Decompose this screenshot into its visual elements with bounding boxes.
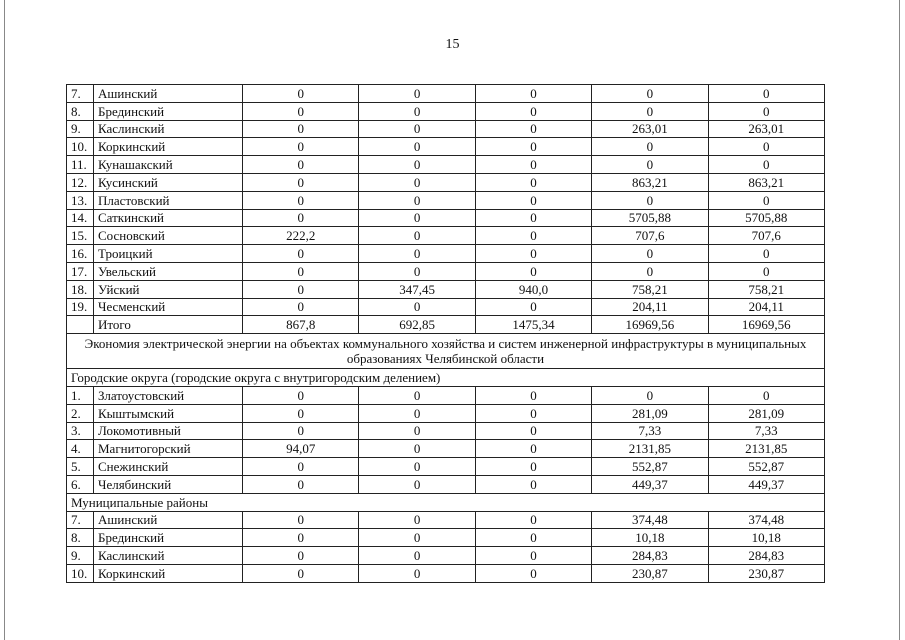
value-cell: 0 <box>475 102 591 120</box>
value-cell: 94,07 <box>243 440 359 458</box>
municipality-name: Итого <box>94 316 243 334</box>
value-cell: 0 <box>359 138 475 156</box>
municipality-name: Уйский <box>94 280 243 298</box>
value-cell: 0 <box>359 440 475 458</box>
row-number: 1. <box>67 386 94 404</box>
table-row <box>67 262 825 280</box>
value-cell: 5705,88 <box>592 209 708 227</box>
value-cell: 7,33 <box>708 422 824 440</box>
value-cell: 0 <box>359 209 475 227</box>
table-body-urban <box>67 386 825 493</box>
value-cell: 552,87 <box>592 458 708 476</box>
table-row <box>67 422 825 440</box>
table-row <box>67 173 825 191</box>
municipality-name: Кусинский <box>94 173 243 191</box>
table-row <box>67 511 825 529</box>
value-cell: 692,85 <box>359 316 475 334</box>
value-cell: 2131,85 <box>708 440 824 458</box>
value-cell: 0 <box>359 404 475 422</box>
value-cell: 0 <box>475 120 591 138</box>
value-cell: 0 <box>475 298 591 316</box>
group-municipal-body <box>67 493 825 511</box>
row-number: 16. <box>67 245 94 263</box>
row-number: 8. <box>67 102 94 120</box>
value-cell: 0 <box>243 511 359 529</box>
value-cell: 16969,56 <box>708 316 824 334</box>
row-number: 11. <box>67 156 94 174</box>
value-cell: 0 <box>475 440 591 458</box>
value-cell: 0 <box>359 298 475 316</box>
row-number: 5. <box>67 458 94 476</box>
table-row <box>67 191 825 209</box>
value-cell: 0 <box>359 85 475 103</box>
municipality-name: Ашинский <box>94 511 243 529</box>
value-cell: 222,2 <box>243 227 359 245</box>
table-row <box>67 386 825 404</box>
value-cell: 867,8 <box>243 316 359 334</box>
municipality-name: Коркинский <box>94 564 243 582</box>
row-number: 9. <box>67 120 94 138</box>
value-cell: 0 <box>243 564 359 582</box>
value-cell: 0 <box>592 245 708 263</box>
value-cell: 16969,56 <box>592 316 708 334</box>
row-number: 14. <box>67 209 94 227</box>
municipality-name: Локомотивный <box>94 422 243 440</box>
value-cell: 10,18 <box>592 529 708 547</box>
value-cell: 707,6 <box>592 227 708 245</box>
value-cell: 0 <box>359 191 475 209</box>
value-cell: 449,37 <box>708 475 824 493</box>
page-number: 15 <box>445 37 460 52</box>
value-cell: 0 <box>359 102 475 120</box>
value-cell: 0 <box>243 475 359 493</box>
value-cell: 0 <box>708 386 824 404</box>
municipality-name: Кыштымский <box>94 404 243 422</box>
value-cell: 0 <box>475 191 591 209</box>
table-row <box>67 280 825 298</box>
municipality-name: Коркинский <box>94 138 243 156</box>
right-edge-line <box>899 0 900 640</box>
municipality-name: Снежинский <box>94 458 243 476</box>
municipality-name: Златоустовский <box>94 386 243 404</box>
value-cell: 0 <box>243 262 359 280</box>
group-row-municipal <box>67 493 825 511</box>
value-cell: 230,87 <box>592 564 708 582</box>
table-row <box>67 156 825 174</box>
value-cell: 0 <box>592 102 708 120</box>
value-cell: 863,21 <box>592 173 708 191</box>
table-row <box>67 138 825 156</box>
value-cell: 0 <box>475 156 591 174</box>
value-cell: 0 <box>243 298 359 316</box>
value-cell: 0 <box>359 386 475 404</box>
value-cell: 263,01 <box>708 120 824 138</box>
municipality-name: Кунашакский <box>94 156 243 174</box>
section-heading-body <box>67 334 825 387</box>
table-row <box>67 440 825 458</box>
value-cell: 0 <box>475 475 591 493</box>
table-row <box>67 404 825 422</box>
table-row <box>67 316 825 334</box>
value-cell: 0 <box>243 547 359 565</box>
value-cell: 0 <box>359 458 475 476</box>
value-cell: 0 <box>475 262 591 280</box>
value-cell: 0 <box>243 173 359 191</box>
group-label-urban: Городские округа (городские округа с внутригородским делением) <box>67 369 825 387</box>
value-cell: 0 <box>243 280 359 298</box>
row-number: 13. <box>67 191 94 209</box>
municipality-name: Ашинский <box>94 85 243 103</box>
value-cell: 0 <box>359 173 475 191</box>
value-cell: 0 <box>475 173 591 191</box>
value-cell: 940,0 <box>475 280 591 298</box>
value-cell: 284,83 <box>592 547 708 565</box>
value-cell: 0 <box>243 156 359 174</box>
value-cell: 0 <box>708 245 824 263</box>
value-cell: 0 <box>243 102 359 120</box>
municipality-name: Брединский <box>94 102 243 120</box>
value-cell: 0 <box>475 529 591 547</box>
row-number: 10. <box>67 138 94 156</box>
value-cell: 707,6 <box>708 227 824 245</box>
municipality-name: Каслинский <box>94 547 243 565</box>
value-cell: 0 <box>475 564 591 582</box>
value-cell: 0 <box>475 138 591 156</box>
value-cell: 7,33 <box>592 422 708 440</box>
row-number: 12. <box>67 173 94 191</box>
value-cell: 0 <box>359 547 475 565</box>
value-cell: 0 <box>708 138 824 156</box>
table-row <box>67 298 825 316</box>
value-cell: 0 <box>708 191 824 209</box>
value-cell: 0 <box>243 120 359 138</box>
value-cell: 0 <box>359 245 475 263</box>
table-row <box>67 85 825 103</box>
value-cell: 0 <box>708 262 824 280</box>
table-row <box>67 458 825 476</box>
table-row <box>67 227 825 245</box>
value-cell: 0 <box>243 138 359 156</box>
municipality-name: Сосновский <box>94 227 243 245</box>
value-cell: 0 <box>475 85 591 103</box>
value-cell: 0 <box>475 245 591 263</box>
value-cell: 0 <box>475 386 591 404</box>
row-number: 7. <box>67 85 94 103</box>
value-cell: 374,48 <box>708 511 824 529</box>
municipality-name: Брединский <box>94 529 243 547</box>
value-cell: 0 <box>475 511 591 529</box>
table-row <box>67 564 825 582</box>
table-row <box>67 209 825 227</box>
table-row <box>67 529 825 547</box>
municipality-name: Чесменский <box>94 298 243 316</box>
data-table <box>66 84 825 583</box>
group-label-municipal: Муниципальные районы <box>67 493 825 511</box>
municipality-name: Пластовский <box>94 191 243 209</box>
municipality-name: Магнитогорский <box>94 440 243 458</box>
row-number: 15. <box>67 227 94 245</box>
value-cell: 0 <box>243 386 359 404</box>
municipality-name: Саткинский <box>94 209 243 227</box>
row-number: 6. <box>67 475 94 493</box>
table-row <box>67 475 825 493</box>
value-cell: 0 <box>592 156 708 174</box>
table-row <box>67 120 825 138</box>
row-number: 18. <box>67 280 94 298</box>
value-cell: 0 <box>359 120 475 138</box>
row-number: 3. <box>67 422 94 440</box>
value-cell: 863,21 <box>708 173 824 191</box>
value-cell: 0 <box>243 404 359 422</box>
value-cell: 284,83 <box>708 547 824 565</box>
value-cell: 0 <box>243 529 359 547</box>
value-cell: 0 <box>359 227 475 245</box>
value-cell: 204,11 <box>708 298 824 316</box>
section-heading: Экономия электрической энергии на объектах коммунального хозяйства и систем инженерной инфраструктуры в муниципальных образованиях Челябинской области <box>67 334 825 369</box>
section-heading-row <box>67 334 825 369</box>
table-row <box>67 102 825 120</box>
value-cell: 2131,85 <box>592 440 708 458</box>
value-cell: 0 <box>359 422 475 440</box>
value-cell: 347,45 <box>359 280 475 298</box>
municipality-name: Троицкий <box>94 245 243 263</box>
value-cell: 0 <box>359 564 475 582</box>
value-cell: 0 <box>243 209 359 227</box>
table-body-municipal <box>67 511 825 582</box>
value-cell: 281,09 <box>592 404 708 422</box>
table-row <box>67 547 825 565</box>
value-cell: 0 <box>359 511 475 529</box>
value-cell: 0 <box>243 422 359 440</box>
value-cell: 0 <box>592 191 708 209</box>
municipality-name: Челябинский <box>94 475 243 493</box>
value-cell: 230,87 <box>708 564 824 582</box>
value-cell: 10,18 <box>708 529 824 547</box>
value-cell: 0 <box>592 85 708 103</box>
value-cell: 1475,34 <box>475 316 591 334</box>
left-edge-line <box>4 0 5 640</box>
value-cell: 204,11 <box>592 298 708 316</box>
row-number: 17. <box>67 262 94 280</box>
value-cell: 0 <box>359 262 475 280</box>
row-number <box>67 316 94 334</box>
value-cell: 0 <box>243 191 359 209</box>
value-cell: 374,48 <box>592 511 708 529</box>
value-cell: 0 <box>708 156 824 174</box>
value-cell: 0 <box>243 245 359 263</box>
value-cell: 0 <box>592 262 708 280</box>
value-cell: 5705,88 <box>708 209 824 227</box>
row-number: 7. <box>67 511 94 529</box>
value-cell: 0 <box>243 85 359 103</box>
value-cell: 0 <box>708 102 824 120</box>
value-cell: 0 <box>592 386 708 404</box>
row-number: 2. <box>67 404 94 422</box>
group-row-urban <box>67 369 825 387</box>
value-cell: 0 <box>708 85 824 103</box>
table-body-top <box>67 85 825 334</box>
row-number: 4. <box>67 440 94 458</box>
value-cell: 0 <box>475 209 591 227</box>
value-cell: 0 <box>475 547 591 565</box>
value-cell: 0 <box>359 475 475 493</box>
value-cell: 0 <box>475 227 591 245</box>
row-number: 19. <box>67 298 94 316</box>
value-cell: 0 <box>359 156 475 174</box>
value-cell: 0 <box>475 404 591 422</box>
value-cell: 552,87 <box>708 458 824 476</box>
row-number: 8. <box>67 529 94 547</box>
value-cell: 0 <box>243 458 359 476</box>
table-row <box>67 245 825 263</box>
municipality-name: Каслинский <box>94 120 243 138</box>
row-number: 10. <box>67 564 94 582</box>
value-cell: 758,21 <box>708 280 824 298</box>
value-cell: 0 <box>592 138 708 156</box>
value-cell: 758,21 <box>592 280 708 298</box>
value-cell: 263,01 <box>592 120 708 138</box>
row-number: 9. <box>67 547 94 565</box>
value-cell: 0 <box>475 458 591 476</box>
value-cell: 0 <box>359 529 475 547</box>
value-cell: 281,09 <box>708 404 824 422</box>
value-cell: 0 <box>475 422 591 440</box>
value-cell: 449,37 <box>592 475 708 493</box>
municipality-name: Увельский <box>94 262 243 280</box>
